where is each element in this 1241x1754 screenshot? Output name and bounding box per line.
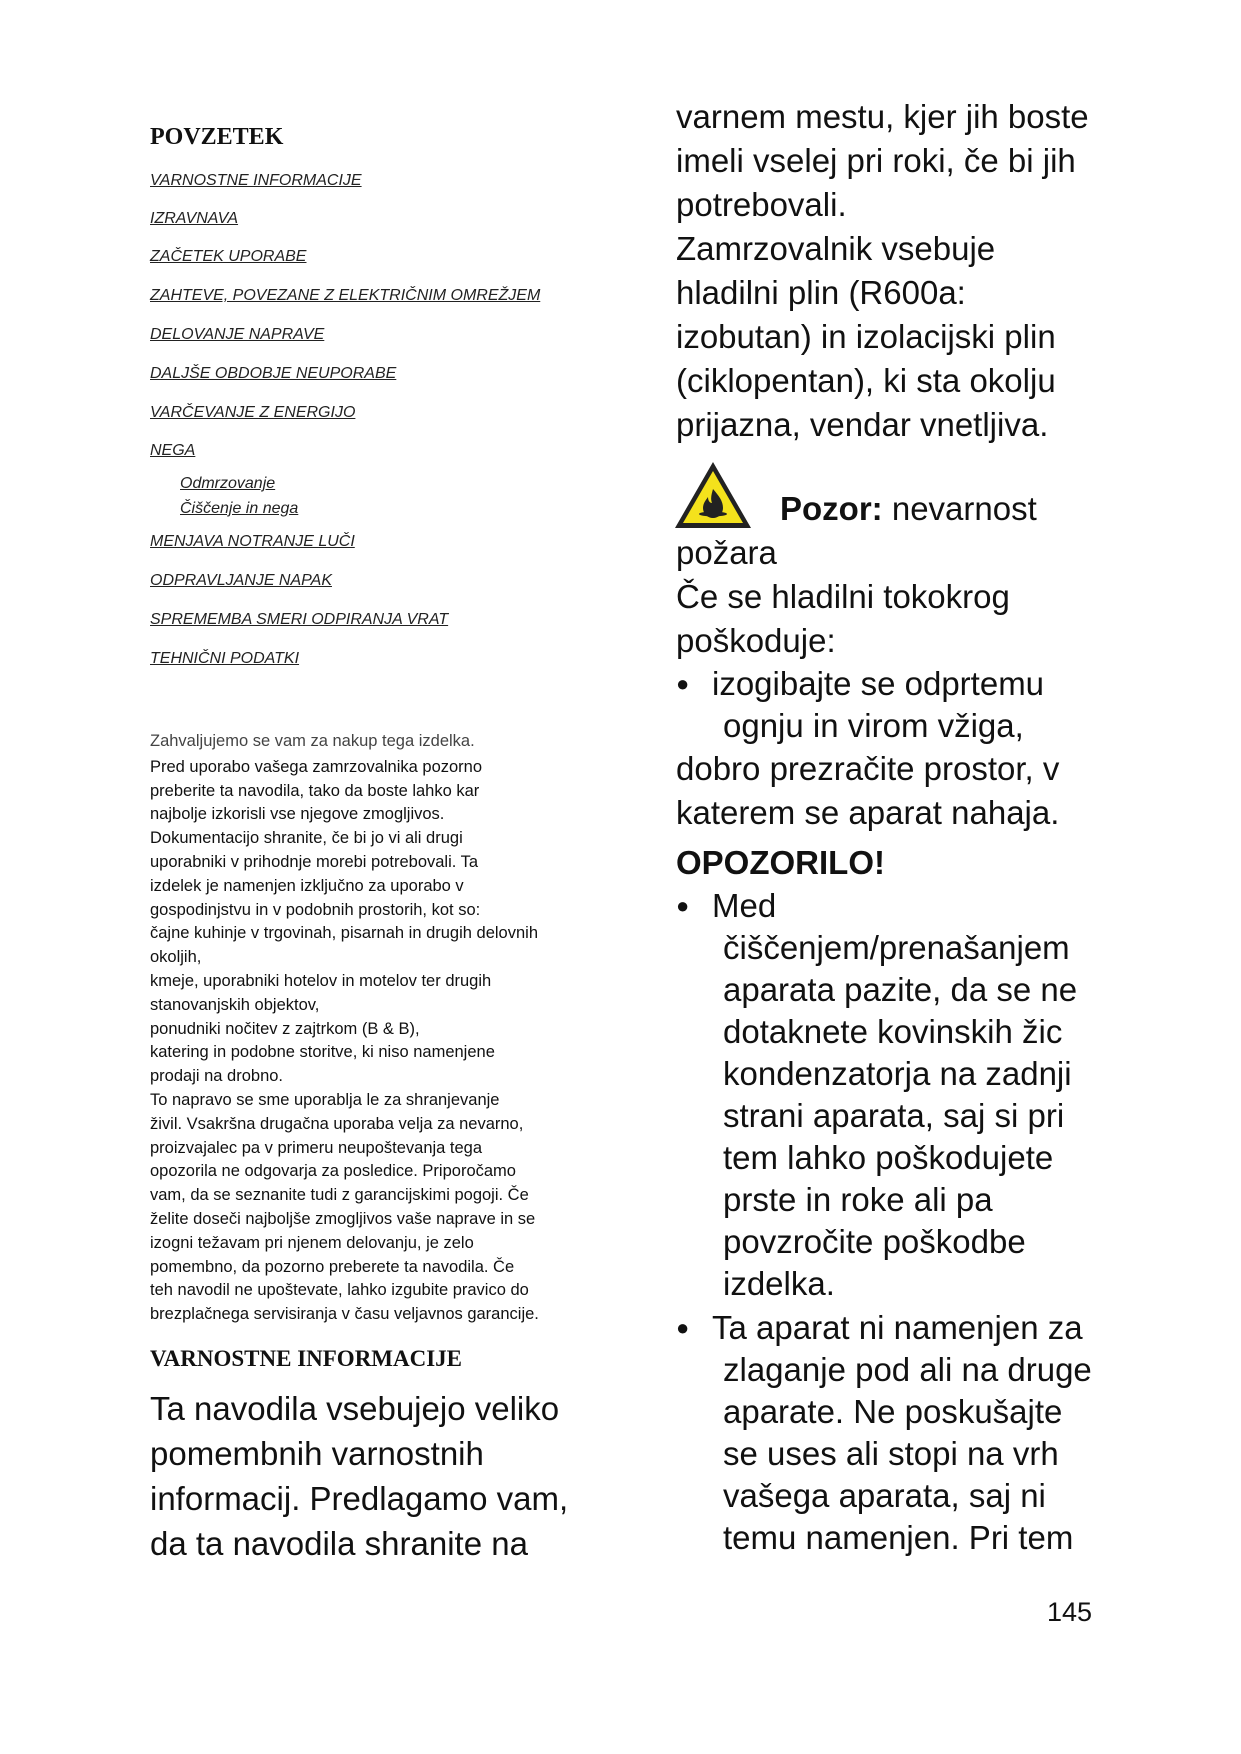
intro-line: stanovanjskih objektov, — [150, 995, 320, 1014]
intro-line: katering in podobne storitve, ki niso namenjene — [150, 1043, 495, 1062]
text-line: varnem mestu, kjer jih boste — [676, 98, 1089, 135]
bullet-line: dotaknete kovinskih žic — [723, 1013, 1063, 1050]
safety-line: Ta navodila vsebujejo veliko — [150, 1390, 560, 1427]
safety-line: informacij. Predlagamo vam, — [150, 1480, 569, 1517]
text-line: Zamrzovalnik vsebuje — [676, 230, 996, 267]
bullet-item — [676, 885, 1116, 1305]
safety-line: da ta navodila shranite na — [150, 1525, 528, 1562]
intro-text — [150, 730, 590, 1327]
text-line: izobutan) in izolacijski plin — [676, 318, 1056, 355]
intro-line: najbolje izkorisli vse njegove zmogljivos. — [150, 805, 445, 824]
toc-link[interactable]: DALJŠE OBDOBJE NEUPORABE — [150, 365, 397, 382]
toc-sublink[interactable]: Odmrzovanje — [180, 475, 276, 492]
bullet-line: čiščenjem/prenašanjem — [723, 929, 1070, 966]
safety-title: VARNOSTNE INFORMACIJE — [150, 1346, 463, 1371]
safety-text — [150, 1386, 590, 1566]
toc-link[interactable]: TEHNIČNI PODATKI — [150, 650, 300, 667]
text-line: Če se hladilni tokokrog — [676, 578, 1010, 615]
intro-line: okoljih, — [150, 948, 202, 967]
warning-title: OPOZORILO! — [676, 844, 885, 881]
bullet-line: izogibajte se odprtemu — [712, 665, 1045, 702]
summary-title: POVZETEK — [150, 124, 284, 150]
text-line: hladilni plin (R600a: — [676, 274, 966, 311]
intro-line: brezplačnega servisiranja v času veljavnos garancije. — [150, 1305, 539, 1324]
right-column — [676, 95, 1116, 1559]
intro-line: gospodinjstvu in v podobnih prostorih, kot so: — [150, 900, 481, 919]
intro-line: proizvajalec pa v primeru neupoštevanja tega — [150, 1138, 483, 1157]
bullet-line: povzročite poškodbe — [723, 1223, 1026, 1260]
text-line: potrebovali. — [676, 186, 847, 223]
bullet-line: strani aparata, saj si pri — [723, 1097, 1065, 1134]
bullet-line: se uses ali stopi na vrh — [723, 1435, 1059, 1472]
text-line: dobro prezračite prostor, v — [676, 750, 1060, 787]
toc-link[interactable]: DELOVANJE NAPRAVE — [150, 326, 325, 343]
toc-link[interactable]: ODPRAVLJANJE NAPAK — [150, 572, 332, 589]
caution-line-2: požara — [676, 534, 777, 571]
toc-sublink[interactable]: Čiščenje in nega — [180, 500, 299, 517]
caution-line — [676, 459, 1116, 531]
toc-link[interactable]: NEGA — [150, 442, 196, 459]
text-line: poškoduje: — [676, 622, 836, 659]
intro-line: živil. Vsakršna drugačna uporaba velja za nevarno, — [150, 1114, 524, 1133]
bullet-line: aparata pazite, da se ne — [723, 971, 1078, 1008]
bullet-line: izdelka. — [723, 1265, 835, 1302]
intro-line: kmeje, uporabniki hotelov in motelov ter drugih — [150, 971, 492, 990]
intro-line: prodaji na drobno. — [150, 1067, 284, 1086]
bullet-line: temu namenjen. Pri tem — [723, 1519, 1074, 1556]
flammable-warning-icon — [672, 459, 754, 531]
bullet-line: vašega aparata, saj ni — [723, 1477, 1046, 1514]
intro-line: Dokumentacijo shranite, če bi jo vi ali drugi — [150, 829, 463, 848]
toc-link[interactable]: MENJAVA NOTRANJE LUČI — [150, 533, 355, 550]
bullet-icon: ● — [676, 893, 690, 918]
toc-link[interactable]: IZRAVNAVA — [150, 210, 239, 227]
intro-line: ponudniki nočitev z zajtrkom (B & B), — [150, 1019, 420, 1038]
bullet-icon: ● — [676, 1315, 690, 1340]
toc-link[interactable]: VARNOSTNE INFORMACIJE — [150, 172, 362, 189]
bullet-item — [676, 1307, 1116, 1559]
toc-link[interactable]: SPREMEMBA SMERI ODPIRANJA VRAT — [150, 611, 449, 628]
intro-line: vam, da se seznanite tudi z garancijskimi pogoji. Če — [150, 1186, 529, 1205]
intro-line: izogni težavam pri njenem delovanju, je zelo — [150, 1233, 474, 1252]
toc-link[interactable]: ZAČETEK UPORABE — [150, 248, 307, 265]
intro-line: izdelek je namenjen izključno za uporabo v — [150, 876, 464, 895]
bullet-item — [676, 663, 1116, 747]
thanks-text: Zahvaljujemo se vam za nakup tega izdelka. — [150, 732, 475, 750]
intro-line: opozorila ne odgovarja za posledice. Priporočamo — [150, 1162, 516, 1181]
safety-line: pomembnih varnostnih — [150, 1435, 484, 1472]
bullet-icon: ● — [676, 671, 690, 696]
caution-text: nevarnost — [882, 490, 1037, 527]
intro-line: teh navodil ne upoštevate, lahko izgubite pravico do — [150, 1281, 529, 1300]
bullet-line: ognju in virom vžiga, — [723, 707, 1024, 744]
page-number: 145 — [1047, 1597, 1093, 1627]
text-line: (ciklopentan), ki sta okolju — [676, 362, 1056, 399]
intro-line: preberite ta navodila, tako da boste lahko kar — [150, 781, 480, 800]
toc-link[interactable]: ZAHTEVE, POVEZANE Z ELEKTRIČNIM OMREŽJEM — [150, 287, 541, 304]
text-line: prijazna, vendar vnetljiva. — [676, 406, 1049, 443]
bullet-line: kondenzatorja na zadnji — [723, 1055, 1072, 1092]
text-line: katerem se aparat nahaja. — [676, 794, 1060, 831]
text-line: imeli vselej pri roki, če bi jih — [676, 142, 1076, 179]
bullet-line: tem lahko poškodujete — [723, 1139, 1054, 1176]
intro-line: Pred uporabo vašega zamrzovalnika pozorno — [150, 757, 483, 776]
bullet-line: aparate. Ne poskušajte — [723, 1393, 1063, 1430]
intro-line: čajne kuhinje v trgovinah, pisarnah in drugih delovnih — [150, 924, 538, 943]
bullet-line: prste in roke ali pa — [723, 1181, 993, 1218]
toc-link[interactable]: VARČEVANJE Z ENERGIJO — [150, 404, 356, 421]
bullet-line: Ta aparat ni namenjen za — [712, 1309, 1083, 1346]
bullet-line: zlaganje pod ali na druge — [723, 1351, 1092, 1388]
caution-label: Pozor: — [780, 490, 883, 527]
intro-line: uporabniki v prihodnje morebi potrebovali. Ta — [150, 852, 479, 871]
intro-line: želite doseči najboljše zmogljivos vaše naprave in se — [150, 1209, 536, 1228]
intro-line: To napravo se sme uporablja le za shranjevanje — [150, 1090, 500, 1109]
intro-line: pomembno, da pozorno preberete ta navodila. Če — [150, 1257, 515, 1276]
bullet-line: Med — [712, 887, 777, 924]
